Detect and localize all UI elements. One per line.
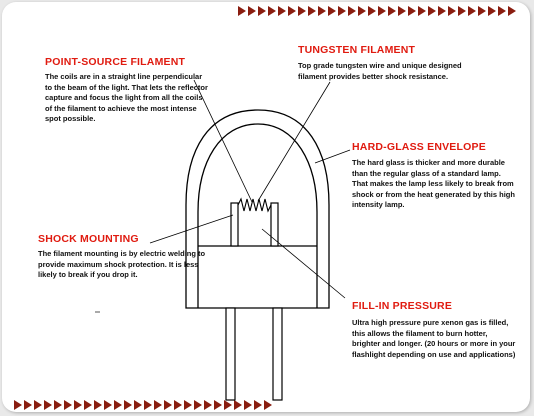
triangle-right-icon (238, 6, 246, 16)
triangle-right-icon (288, 6, 296, 16)
triangle-right-icon (458, 6, 466, 16)
triangle-right-icon (144, 400, 152, 410)
triangle-right-icon (318, 6, 326, 16)
triangle-right-icon (124, 400, 132, 410)
triangle-right-icon (338, 6, 346, 16)
filament-post-left (231, 203, 238, 246)
triangle-right-icon (64, 400, 72, 410)
fill-in-pressure-title: FILL-IN PRESSURE (352, 300, 453, 312)
triangle-right-icon (258, 6, 266, 16)
triangle-right-icon (478, 6, 486, 16)
triangle-right-icon (34, 400, 42, 410)
tungsten-filament-title: TUNGSTEN FILAMENT (298, 44, 416, 56)
triangle-right-icon (54, 400, 62, 410)
triangle-right-icon (438, 6, 446, 16)
fill-in-pressure-description: Ultra high pressure pure xenon gas is filled, this allows the filament to burn hotter, brighter and longer. (20 hours or more in your flashlight depending on use and applications) (352, 318, 516, 359)
triangle-right-icon (14, 400, 22, 410)
triangle-right-icon (224, 400, 232, 410)
top-arrow-border (238, 6, 516, 16)
triangle-right-icon (278, 6, 286, 16)
hard-glass-envelope-title: HARD-GLASS ENVELOPE (352, 141, 486, 153)
shock-mounting-title: SHOCK MOUNTING (38, 233, 139, 245)
triangle-right-icon (428, 6, 436, 16)
triangle-right-icon (508, 6, 516, 16)
hard-glass-envelope-description: The hard glass is thicker and more durable than the regular glass of a standard lamp. That makes the lamp less likely to break from shock or from the heat generated by this high intensity lamp. (352, 158, 515, 209)
triangle-right-icon (298, 6, 306, 16)
triangle-right-icon (358, 6, 366, 16)
triangle-right-icon (378, 6, 386, 16)
point-source-filament-title: POINT-SOURCE FILAMENT (45, 56, 186, 68)
triangle-right-icon (84, 400, 92, 410)
triangle-right-icon (114, 400, 122, 410)
point-source-filament-description: The coils are in a straight line perpendicular to the beam of the light. That lets the reflector capture and focus the light from all the coils of the filament to achieve the most intense spot possible. (45, 72, 208, 123)
lead-pin-left (226, 308, 235, 400)
triangle-right-icon (448, 6, 456, 16)
triangle-right-icon (254, 400, 262, 410)
triangle-right-icon (234, 400, 242, 410)
triangle-right-icon (154, 400, 162, 410)
triangle-right-icon (264, 400, 272, 410)
triangle-right-icon (388, 6, 396, 16)
triangle-right-icon (348, 6, 356, 16)
triangle-right-icon (308, 6, 316, 16)
triangle-right-icon (24, 400, 32, 410)
triangle-right-icon (248, 6, 256, 16)
shock-mounting-description: The filament mounting is by electric welding to provide maximum shock protection. It is less likely to break if you drop it. (38, 249, 206, 279)
triangle-right-icon (468, 6, 476, 16)
triangle-right-icon (194, 400, 202, 410)
bottom-arrow-border (14, 400, 272, 410)
triangle-right-icon (74, 400, 82, 410)
triangle-right-icon (398, 6, 406, 16)
triangle-right-icon (408, 6, 416, 16)
triangle-right-icon (44, 400, 52, 410)
triangle-right-icon (204, 400, 212, 410)
triangle-right-icon (368, 6, 376, 16)
lead-pin-right (273, 308, 282, 400)
triangle-right-icon (328, 6, 336, 16)
triangle-right-icon (134, 400, 142, 410)
triangle-right-icon (104, 400, 112, 410)
triangle-right-icon (214, 400, 222, 410)
triangle-right-icon (498, 6, 506, 16)
triangle-right-icon (268, 6, 276, 16)
triangle-right-icon (94, 400, 102, 410)
triangle-right-icon (184, 400, 192, 410)
triangle-right-icon (418, 6, 426, 16)
triangle-right-icon (164, 400, 172, 410)
triangle-right-icon (244, 400, 252, 410)
tungsten-filament-description: Top grade tungsten wire and unique designed filament provides better shock resistance. (298, 61, 462, 81)
triangle-right-icon (488, 6, 496, 16)
triangle-right-icon (174, 400, 182, 410)
